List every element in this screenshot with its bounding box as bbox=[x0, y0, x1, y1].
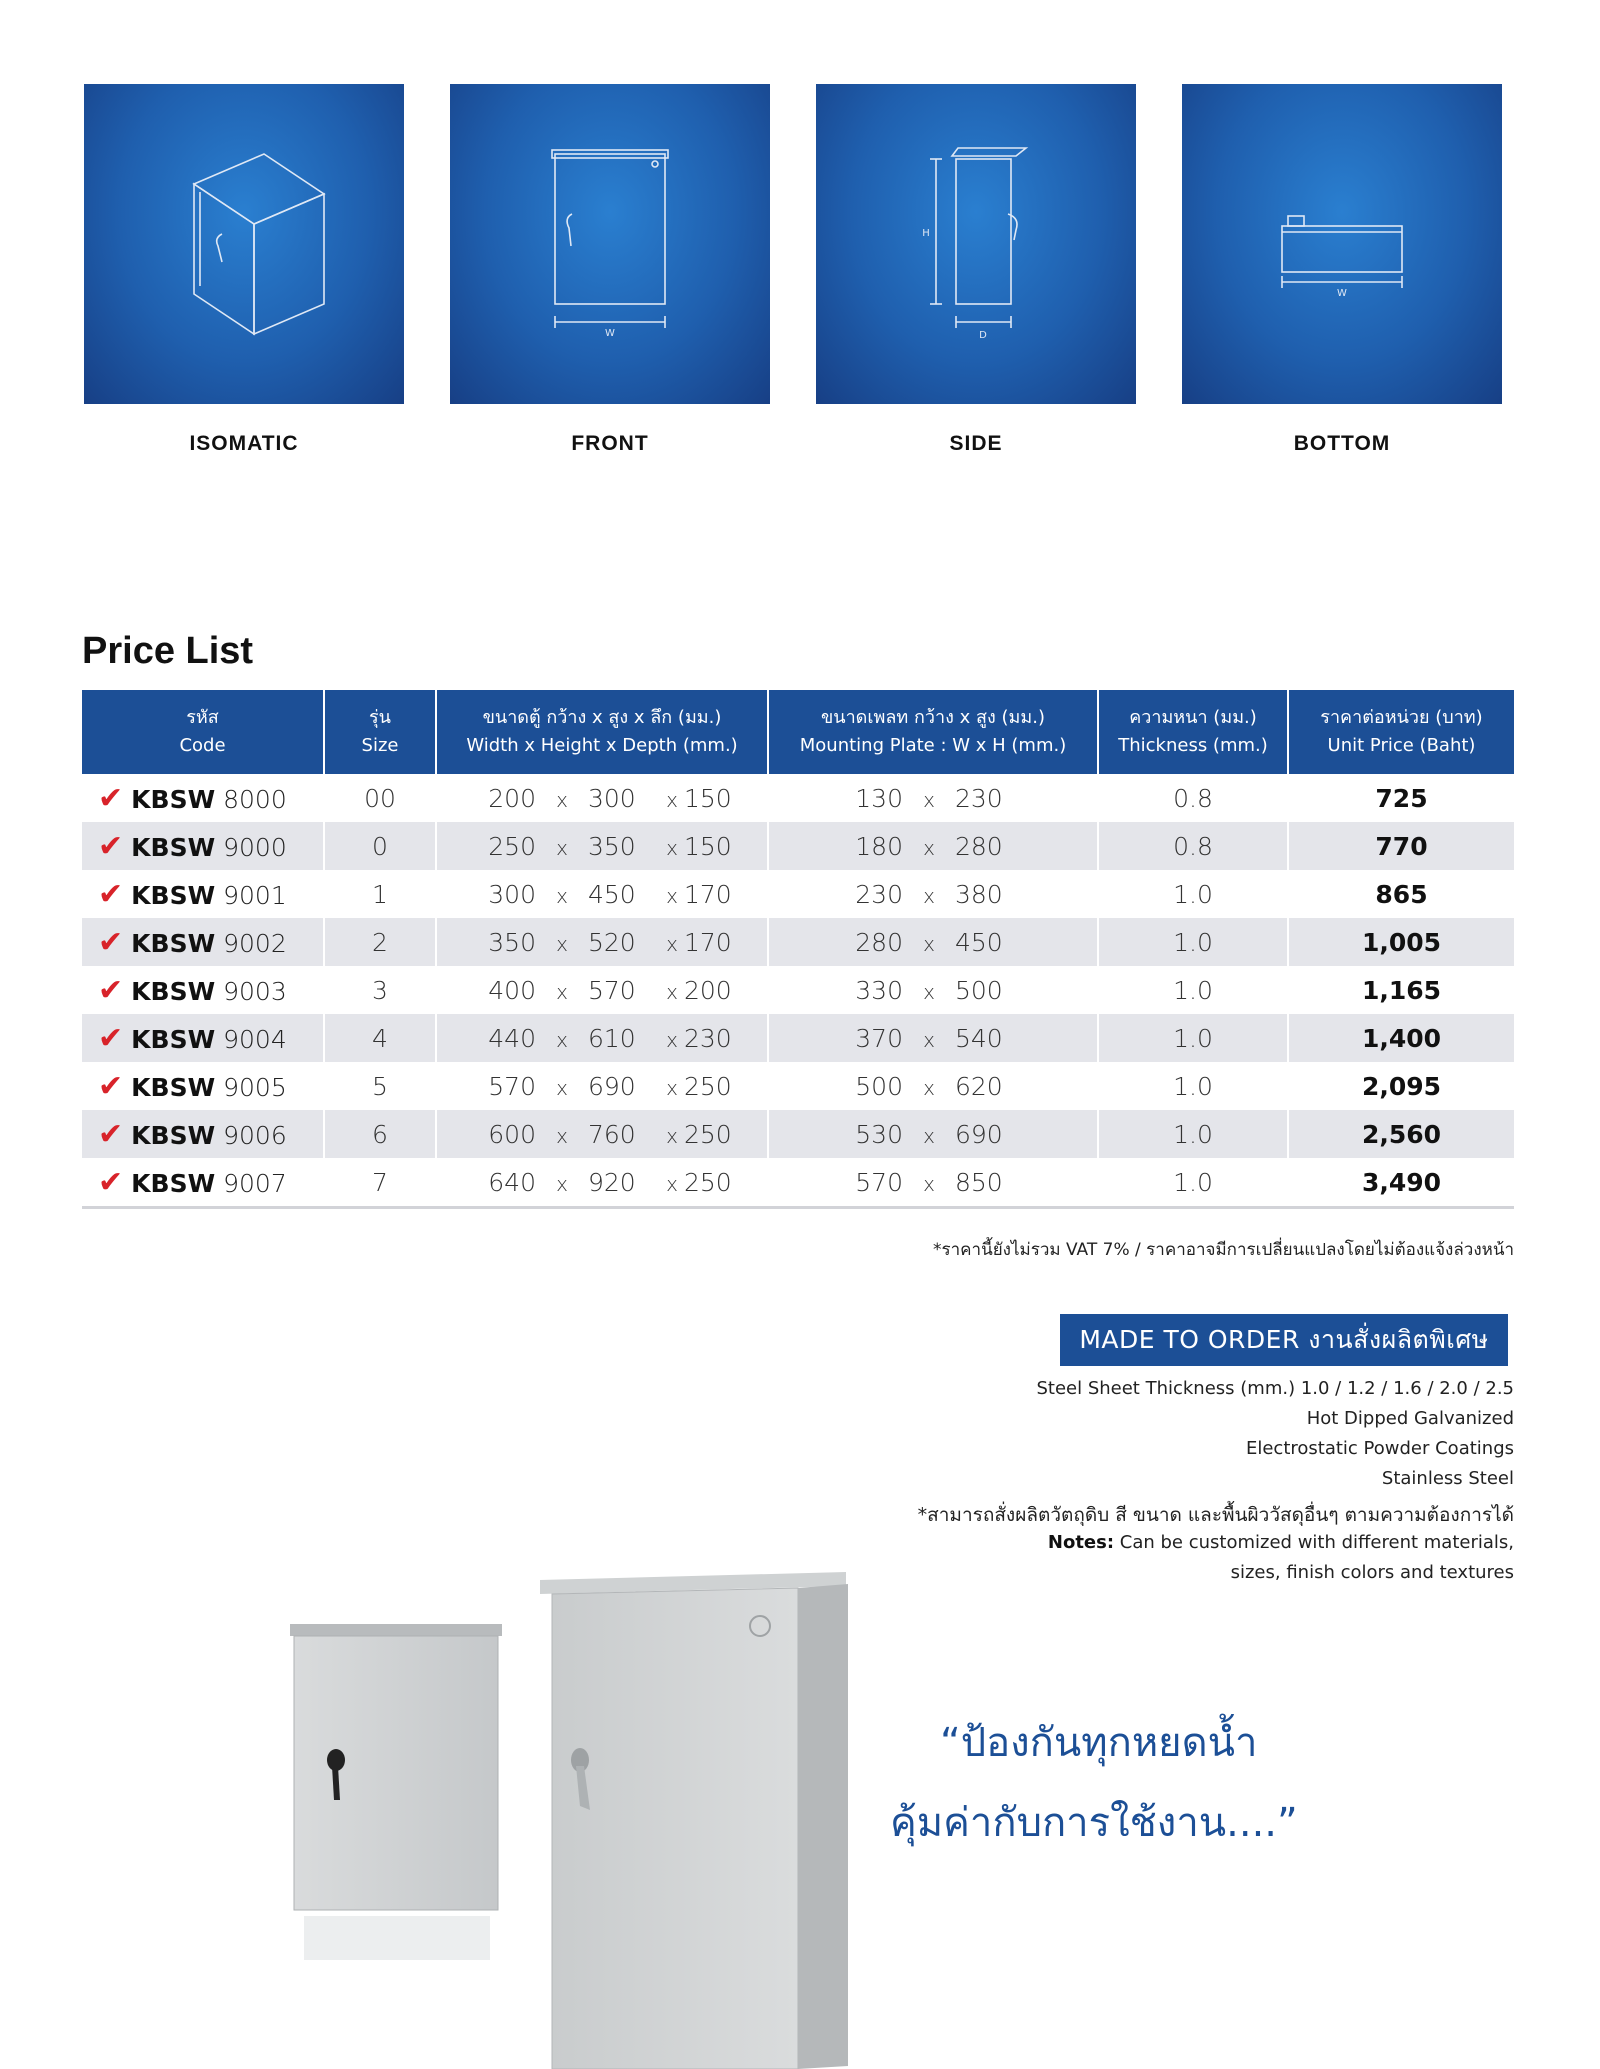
thickness-cell: 1.0 bbox=[1098, 1110, 1288, 1158]
side-height-label: H bbox=[922, 228, 930, 239]
table-row bbox=[82, 870, 1514, 918]
times-sign: x bbox=[666, 931, 678, 956]
mto-notes-label: Notes: bbox=[1047, 1532, 1115, 1553]
height-value: 520 bbox=[588, 927, 636, 957]
times-sign: x bbox=[666, 1027, 678, 1052]
size-cell: 0 bbox=[324, 822, 436, 870]
size-cell: 5 bbox=[324, 1062, 436, 1110]
front-view-icon bbox=[500, 134, 720, 354]
dimensions-cell bbox=[436, 774, 768, 822]
plate-height-value: 380 bbox=[955, 879, 1003, 909]
times-sign: x bbox=[666, 1171, 678, 1196]
plate-height-value: 690 bbox=[955, 1119, 1003, 1149]
mounting-plate-cell bbox=[768, 1110, 1098, 1158]
price-cell: 1,005 bbox=[1288, 918, 1514, 966]
size-cell: 1 bbox=[324, 870, 436, 918]
width-value: 400 bbox=[488, 975, 536, 1005]
plate-width-value: 180 bbox=[855, 831, 903, 861]
width-value: 600 bbox=[488, 1119, 536, 1149]
code-cell bbox=[82, 822, 324, 870]
plate-height-value: 500 bbox=[955, 975, 1003, 1005]
mounting-plate-cell bbox=[768, 870, 1098, 918]
depth-value: 170 bbox=[684, 879, 732, 909]
times-sign: x bbox=[556, 787, 568, 812]
height-value: 350 bbox=[588, 831, 636, 861]
header-mounting-plate: ขนาดเพลท กว้าง x สูง (มม.) Mounting Plate : W x H (mm.) bbox=[768, 690, 1098, 774]
code-number: 9002 bbox=[223, 928, 287, 958]
size-cell: 3 bbox=[324, 966, 436, 1014]
width-value: 440 bbox=[488, 1023, 536, 1053]
view-card-front bbox=[450, 84, 770, 404]
thickness-cell: 1.0 bbox=[1098, 966, 1288, 1014]
height-value: 760 bbox=[588, 1119, 636, 1149]
thickness-cell: 1.0 bbox=[1098, 870, 1288, 918]
times-sign: x bbox=[923, 931, 935, 956]
table-row bbox=[82, 1110, 1514, 1158]
slogan-line-1: “ป้องกันทุกหยดน้ำ bbox=[940, 1720, 1258, 1766]
code-cell bbox=[82, 1110, 324, 1158]
header-unit-price: ราคาต่อหน่วย (บาท) Unit Price (Baht) bbox=[1288, 690, 1514, 774]
depth-value: 250 bbox=[684, 1119, 732, 1149]
plate-height-value: 540 bbox=[955, 1023, 1003, 1053]
table-row bbox=[82, 1014, 1514, 1062]
table-row bbox=[82, 1158, 1514, 1208]
mounting-plate-cell bbox=[768, 822, 1098, 870]
mounting-plate-cell bbox=[768, 918, 1098, 966]
code-number: 9004 bbox=[223, 1024, 287, 1054]
times-sign: x bbox=[556, 1075, 568, 1100]
view-label-isometric: ISOMATIC bbox=[189, 432, 299, 455]
mto-finish-3: Stainless Steel bbox=[1381, 1468, 1514, 1489]
code-number: 9006 bbox=[223, 1120, 287, 1150]
price-cell: 1,400 bbox=[1288, 1014, 1514, 1062]
depth-value: 200 bbox=[684, 975, 732, 1005]
dimensions-cell bbox=[436, 966, 768, 1014]
plate-width-value: 130 bbox=[855, 783, 903, 813]
times-sign: x bbox=[556, 835, 568, 860]
view-card-side bbox=[816, 84, 1136, 404]
width-value: 640 bbox=[488, 1167, 536, 1197]
price-cell: 1,165 bbox=[1361, 975, 1442, 1005]
bottom-view-icon bbox=[1232, 134, 1452, 354]
bottom-width-label: W bbox=[1337, 288, 1347, 299]
code-number: 9001 bbox=[223, 880, 287, 910]
view-card-isometric bbox=[84, 84, 404, 404]
check-icon: ✔ bbox=[98, 1116, 124, 1152]
code-number: 9003 bbox=[223, 976, 287, 1006]
check-icon: ✔ bbox=[98, 1068, 124, 1104]
depth-value: 150 bbox=[684, 831, 732, 861]
times-sign: x bbox=[556, 1123, 568, 1148]
dimensions-cell bbox=[436, 1158, 768, 1208]
plate-width-value: 280 bbox=[855, 927, 903, 957]
height-value: 690 bbox=[588, 1071, 636, 1101]
times-sign: x bbox=[923, 835, 935, 860]
code-prefix: KBSW bbox=[131, 928, 216, 958]
times-sign: x bbox=[923, 883, 935, 908]
times-sign: x bbox=[556, 883, 568, 908]
check-icon: ✔ bbox=[98, 972, 124, 1008]
size-cell: 2 bbox=[324, 918, 436, 966]
large-enclosure-image bbox=[536, 1566, 856, 2069]
height-value: 450 bbox=[588, 879, 636, 909]
header-size: รุ่น Size bbox=[324, 690, 436, 774]
times-sign: x bbox=[556, 979, 568, 1004]
depth-value: 250 bbox=[684, 1071, 732, 1101]
height-value: 920 bbox=[588, 1167, 636, 1197]
plate-width-value: 370 bbox=[855, 1023, 903, 1053]
thickness-cell: 0.8 bbox=[1098, 822, 1288, 870]
width-value: 250 bbox=[488, 831, 536, 861]
height-value: 300 bbox=[588, 783, 636, 813]
times-sign: x bbox=[666, 787, 678, 812]
header-code: รหัส Code bbox=[82, 690, 324, 774]
mto-notes bbox=[1048, 1532, 1514, 1553]
view-label-front: FRONT bbox=[571, 432, 649, 455]
table-row bbox=[82, 822, 1514, 870]
mounting-plate-cell bbox=[768, 966, 1098, 1014]
view-card-bottom bbox=[1182, 84, 1502, 404]
times-sign: x bbox=[666, 835, 678, 860]
code-prefix: KBSW bbox=[131, 1072, 216, 1102]
mto-finish-2: Electrostatic Powder Coatings bbox=[1245, 1438, 1514, 1459]
table-row bbox=[82, 918, 1514, 966]
table-row bbox=[82, 774, 1514, 822]
depth-value: 230 bbox=[684, 1023, 732, 1053]
dimensions-cell bbox=[436, 1062, 768, 1110]
vat-note: *ราคานี้ยังไม่รวม VAT 7% / ราคาอาจมีการเปลี่ยนแปลงโดยไม่ต้องแจ้งล่วงหน้า bbox=[932, 1240, 1514, 1260]
thickness-cell: 0.8 bbox=[1098, 774, 1288, 822]
times-sign: x bbox=[556, 931, 568, 956]
price-cell: 2,095 bbox=[1361, 1071, 1442, 1101]
plate-width-value: 570 bbox=[855, 1167, 903, 1197]
front-width-label: W bbox=[605, 328, 615, 339]
width-value: 300 bbox=[488, 879, 536, 909]
plate-height-value: 450 bbox=[955, 927, 1003, 957]
thickness-cell: 1.0 bbox=[1098, 918, 1288, 966]
times-sign: x bbox=[923, 1075, 935, 1100]
view-label-bottom: BOTTOM bbox=[1293, 432, 1391, 455]
table-row bbox=[82, 966, 1514, 1014]
mto-thai-note: *สามารถสั่งผลิตวัตถุดิบ สี ขนาด และพื้นผิววัสดุอื่นๆ ตามความต้องการได้ bbox=[917, 1504, 1514, 1526]
check-icon: ✔ bbox=[98, 828, 124, 864]
code-cell bbox=[82, 966, 324, 1014]
thickness-cell: 1.0 bbox=[1098, 1062, 1288, 1110]
size-cell: 7 bbox=[324, 1158, 436, 1208]
check-icon: ✔ bbox=[98, 1164, 124, 1200]
code-prefix: KBSW bbox=[131, 784, 216, 814]
plate-height-value: 850 bbox=[955, 1167, 1003, 1197]
dimensions-cell bbox=[436, 822, 768, 870]
small-enclosure-image bbox=[286, 1560, 526, 1960]
times-sign: x bbox=[556, 1027, 568, 1052]
dimensions-cell bbox=[436, 918, 768, 966]
price-table-header bbox=[82, 690, 1514, 774]
dimensions-cell bbox=[436, 1014, 768, 1062]
thickness-cell: 1.0 bbox=[1098, 1158, 1288, 1208]
dimensions-cell bbox=[436, 1110, 768, 1158]
mto-thickness: Steel Sheet Thickness (mm.) 1.0 / 1.2 / 1.6 / 2.0 / 2.5 bbox=[1036, 1378, 1514, 1399]
code-prefix: KBSW bbox=[131, 1024, 216, 1054]
code-cell bbox=[82, 1158, 324, 1208]
price-table bbox=[82, 690, 1514, 1209]
code-cell bbox=[82, 1014, 324, 1062]
check-icon: ✔ bbox=[98, 780, 124, 816]
times-sign: x bbox=[666, 1075, 678, 1100]
depth-value: 170 bbox=[684, 927, 732, 957]
plate-height-value: 230 bbox=[955, 783, 1003, 813]
dimensions-cell bbox=[436, 870, 768, 918]
times-sign: x bbox=[666, 979, 678, 1004]
mounting-plate-cell bbox=[768, 1014, 1098, 1062]
check-icon: ✔ bbox=[98, 876, 124, 912]
width-value: 570 bbox=[488, 1071, 536, 1101]
times-sign: x bbox=[923, 1027, 935, 1052]
plate-height-value: 620 bbox=[955, 1071, 1003, 1101]
thickness-cell: 1.0 bbox=[1098, 1014, 1288, 1062]
times-sign: x bbox=[923, 1123, 935, 1148]
size-cell: 6 bbox=[324, 1110, 436, 1158]
code-cell bbox=[82, 1062, 324, 1110]
size-cell: 00 bbox=[324, 774, 436, 822]
mto-notes-line2: sizes, finish colors and textures bbox=[1230, 1562, 1514, 1583]
height-value: 610 bbox=[588, 1023, 636, 1053]
price-cell: 865 bbox=[1375, 879, 1428, 909]
code-number: 9005 bbox=[223, 1072, 287, 1102]
code-cell bbox=[82, 774, 324, 822]
size-cell: 4 bbox=[324, 1014, 436, 1062]
table-row bbox=[82, 1062, 1514, 1110]
width-value: 350 bbox=[488, 927, 536, 957]
mounting-plate-cell bbox=[768, 1062, 1098, 1110]
times-sign: x bbox=[556, 1171, 568, 1196]
code-prefix: KBSW bbox=[131, 880, 216, 910]
check-icon: ✔ bbox=[98, 924, 124, 960]
times-sign: x bbox=[666, 883, 678, 908]
price-cell: 3,490 bbox=[1288, 1158, 1514, 1208]
view-label-side: SIDE bbox=[949, 432, 1003, 455]
depth-value: 150 bbox=[684, 783, 732, 813]
code-cell bbox=[82, 918, 324, 966]
height-value: 570 bbox=[588, 975, 636, 1005]
side-view-icon bbox=[866, 134, 1086, 354]
times-sign: x bbox=[923, 979, 935, 1004]
width-value: 200 bbox=[488, 783, 536, 813]
depth-value: 250 bbox=[684, 1167, 732, 1197]
plate-height-value: 280 bbox=[955, 831, 1003, 861]
side-depth-label: D bbox=[979, 330, 987, 341]
times-sign: x bbox=[923, 787, 935, 812]
header-thickness: ความหนา (มม.) Thickness (mm.) bbox=[1098, 690, 1288, 774]
price-cell: 770 bbox=[1288, 822, 1514, 870]
times-sign: x bbox=[923, 1171, 935, 1196]
plate-width-value: 530 bbox=[855, 1119, 903, 1149]
code-prefix: KBSW bbox=[131, 832, 216, 862]
plate-width-value: 230 bbox=[855, 879, 903, 909]
slogan-line-2: คุ้มค่ากับการใช้งาน....” bbox=[890, 1800, 1298, 1846]
price-cell: 725 bbox=[1375, 783, 1428, 813]
times-sign: x bbox=[666, 1123, 678, 1148]
price-cell: 2,560 bbox=[1288, 1110, 1514, 1158]
code-number: 9007 bbox=[223, 1168, 287, 1198]
isometric-view-icon bbox=[134, 134, 354, 354]
made-to-order-badge: MADE TO ORDER งานสั่งผลิตพิเศษ bbox=[1060, 1314, 1508, 1366]
price-list-title: Price List bbox=[82, 630, 254, 672]
code-number: 9000 bbox=[223, 832, 287, 862]
mounting-plate-cell bbox=[768, 1158, 1098, 1208]
mto-finish-1: Hot Dipped Galvanized bbox=[1306, 1408, 1514, 1429]
code-prefix: KBSW bbox=[131, 976, 216, 1006]
mounting-plate-cell bbox=[768, 774, 1098, 822]
code-cell bbox=[82, 870, 324, 918]
plate-width-value: 500 bbox=[855, 1071, 903, 1101]
code-prefix: KBSW bbox=[131, 1168, 216, 1198]
header-dimensions: ขนาดตู้ กว้าง x สูง x ลึก (มม.) Width x Height x Depth (mm.) bbox=[436, 690, 768, 774]
code-prefix: KBSW bbox=[131, 1120, 216, 1150]
plate-width-value: 330 bbox=[855, 975, 903, 1005]
check-icon: ✔ bbox=[98, 1020, 124, 1056]
code-number: 8000 bbox=[223, 784, 287, 814]
mto-notes-line1: Can be customized with different materials, bbox=[1119, 1532, 1514, 1553]
